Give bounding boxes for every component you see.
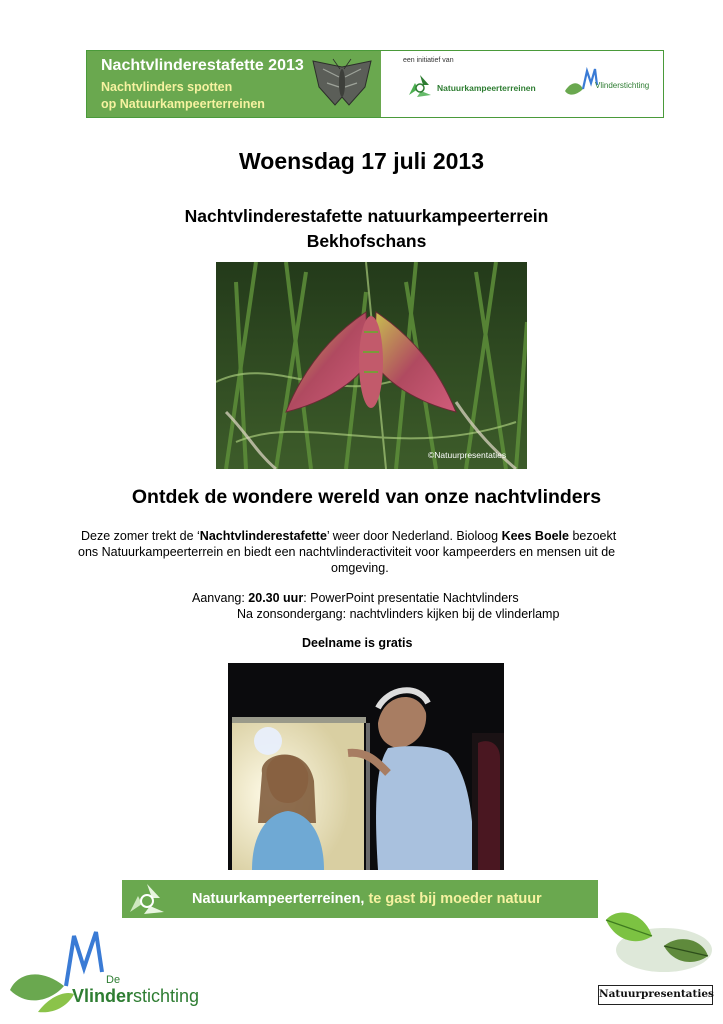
logo-vlinderstichting-text: Vlinderstichting xyxy=(72,986,200,1006)
partner-natuurkampeerterreinen: Natuurkampeerterreinen xyxy=(437,83,536,93)
banner-subtitle-line2: op Natuurkampeerterreinen xyxy=(101,97,265,111)
natuurpresentaties-logo: Natuurpresentaties xyxy=(598,985,713,1005)
initiative-label: een initiatief van xyxy=(403,57,454,64)
free-entry-note: Deelname is gratis xyxy=(302,636,413,650)
logo-prefix-de: De xyxy=(106,974,121,986)
activity-photo xyxy=(228,663,504,870)
recycle-leaf-icon xyxy=(124,882,170,916)
event-title-line2: Bekhofschans xyxy=(306,231,427,251)
leaves-icon xyxy=(598,906,714,982)
banner-green-panel xyxy=(87,51,381,117)
bottom-banner xyxy=(122,880,598,918)
moth-icon xyxy=(309,57,375,113)
photo-credit: ©Natuurpresentaties xyxy=(428,450,507,460)
event-title-line1: Nachtvlinderestafette natuurkampeerterrein xyxy=(184,206,549,226)
banner-partner-panel xyxy=(381,51,663,117)
intro-line2: ons Natuurkampeerterrein en biedt een nachtvlinderactiviteit voor kampeerders en mensen uit de xyxy=(78,545,616,559)
elephant-hawk-moth-image xyxy=(216,262,527,469)
header-banner xyxy=(86,50,664,118)
vlinderstichting-logo xyxy=(8,928,228,1016)
moth-lamp-scene-image xyxy=(228,663,504,870)
moth-photo xyxy=(216,262,527,469)
recycle-leaf-icon xyxy=(405,73,435,99)
intro-line3: omgeving. xyxy=(331,561,389,575)
section-heading: Ontdek de wondere wereld van onze nachtvlinders xyxy=(131,486,602,508)
intro-line1: Deze zomer trekt de ‘Nachtvlinderestafette’ weer door Nederland. Bioloog Kees Boele bezoekt xyxy=(81,529,617,543)
bottom-banner-slogan: Natuurkampeerterreinen, te gast bij moeder natuur xyxy=(192,891,542,907)
event-date: Woensdag 17 juli 2013 xyxy=(238,148,484,174)
start-time-line: Aanvang: 20.30 uur: PowerPoint presentatie Nachtvlinders xyxy=(192,591,519,605)
banner-subtitle-line1: Nachtvlinders spotten xyxy=(101,80,233,94)
banner-title: Nachtvlinderestafette 2013 xyxy=(101,57,304,74)
partner-vlinderstichting: Vlinderstichting xyxy=(595,81,650,90)
after-sunset-line: Na zonsondergang: nachtvlinders kijken bij de vlinderlamp xyxy=(237,607,560,621)
